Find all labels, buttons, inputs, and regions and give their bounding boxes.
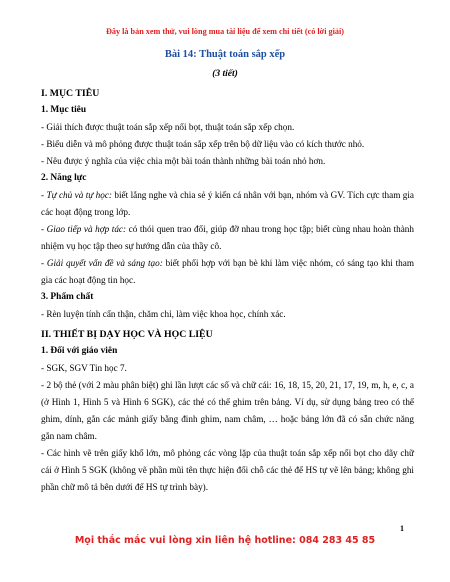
competency-label: - Giải quyết vấn đề và sáng tạo:	[41, 258, 163, 268]
preview-banner: Đây là bản xem thử, vui lòng mua tài liệu để xem chi tiết (có lời giải)	[105, 27, 344, 36]
competency-text: có thói quen trao đổi, giúp đỡ nhau trong học tập; biết cùng nhau hoàn thành nhiệm vụ học tập theo sự hướng dẫn của thầy cô.	[41, 224, 414, 251]
competency-text: biết phối hợp với bạn bè khi làm việc nhóm, có sáng tạo khi tham gia các hoạt động tin học.	[41, 258, 414, 285]
heading-quality: 3. Phẩm chất	[41, 292, 94, 302]
teacher-item: - Các hình vẽ trên giấy khổ lớn, mô phỏng các vòng lặp của thuật toán sắp xếp nổi bọt cho dãy chữ cái ở Hình 5 SGK (không vẽ phần mũi tên thực hiện đổi chỗ các thẻ để HS tự vẽ lên bảng; không ghi phần chữ mô tả bên dưới để HS tự trình bày).	[41, 448, 414, 492]
heading-objectives: I. MỤC TIÊU	[41, 88, 100, 99]
lesson-title: Bài 14: Thuật toán sắp xếp	[164, 49, 286, 60]
competency-item	[41, 255, 414, 289]
competency-item	[41, 187, 414, 221]
hotline-footer: Mọi thắc mắc vui lòng xin liên hệ hotline: 084 283 45 85	[74, 535, 376, 546]
goal-item: - Giải thích được thuật toán sắp xếp nổi bọt, thuật toán sắp xếp chọn.	[41, 122, 295, 132]
competency-label: - Giao tiếp và hợp tác:	[41, 224, 127, 234]
quality-item: - Rèn luyện tính cẩn thận, chăm chỉ, làm việc khoa học, chính xác.	[41, 309, 286, 319]
lesson-duration: (3 tiết)	[212, 69, 238, 79]
heading-competency: 2. Năng lực	[41, 173, 87, 183]
heading-equipment: II. THIẾT BỊ DẠY HỌC VÀ HỌC LIỆU	[41, 329, 213, 340]
competency-item	[41, 221, 414, 255]
competency-text: biết lắng nghe và chia sẻ ý kiến cá nhân với bạn, nhóm và GV. Tích cực tham gia các hoạt động trong lớp.	[41, 190, 414, 217]
page-number: 1	[400, 524, 404, 533]
teacher-item: - 2 bộ thẻ (với 2 màu phân biệt) ghi lần lượt các số và chữ cái: 16, 18, 15, 20, 21, 17, 19, m, h, e, c, a (ở Hình 1, Hình 5 và Hình 6 SGK), các thẻ có thể ghim trên bảng. Ví dụ, sử dụng bảng treo có thể ghim, dính, gắn các mảnh giấy bằng đinh ghim, nam châm, … hoặc bảng lớn đã có sẵn chức năng gắn nam châm.	[41, 380, 414, 441]
goal-item: - Nêu được ý nghĩa của việc chia một bài toán thành những bài toán nhỏ hơn.	[41, 156, 326, 166]
heading-teacher: 1. Đối với giáo viên	[41, 346, 118, 356]
document-body	[41, 82, 414, 496]
teacher-item: - SGK, SGV Tin học 7.	[41, 363, 127, 373]
goal-item: - Biểu diễn và mô phỏng được thuật toán sắp xếp trên bộ dữ liệu vào có kích thước nhỏ.	[41, 139, 365, 149]
heading-goals: 1. Mục tiêu	[41, 105, 87, 115]
competency-label: - Tự chủ và tự học:	[41, 190, 112, 200]
